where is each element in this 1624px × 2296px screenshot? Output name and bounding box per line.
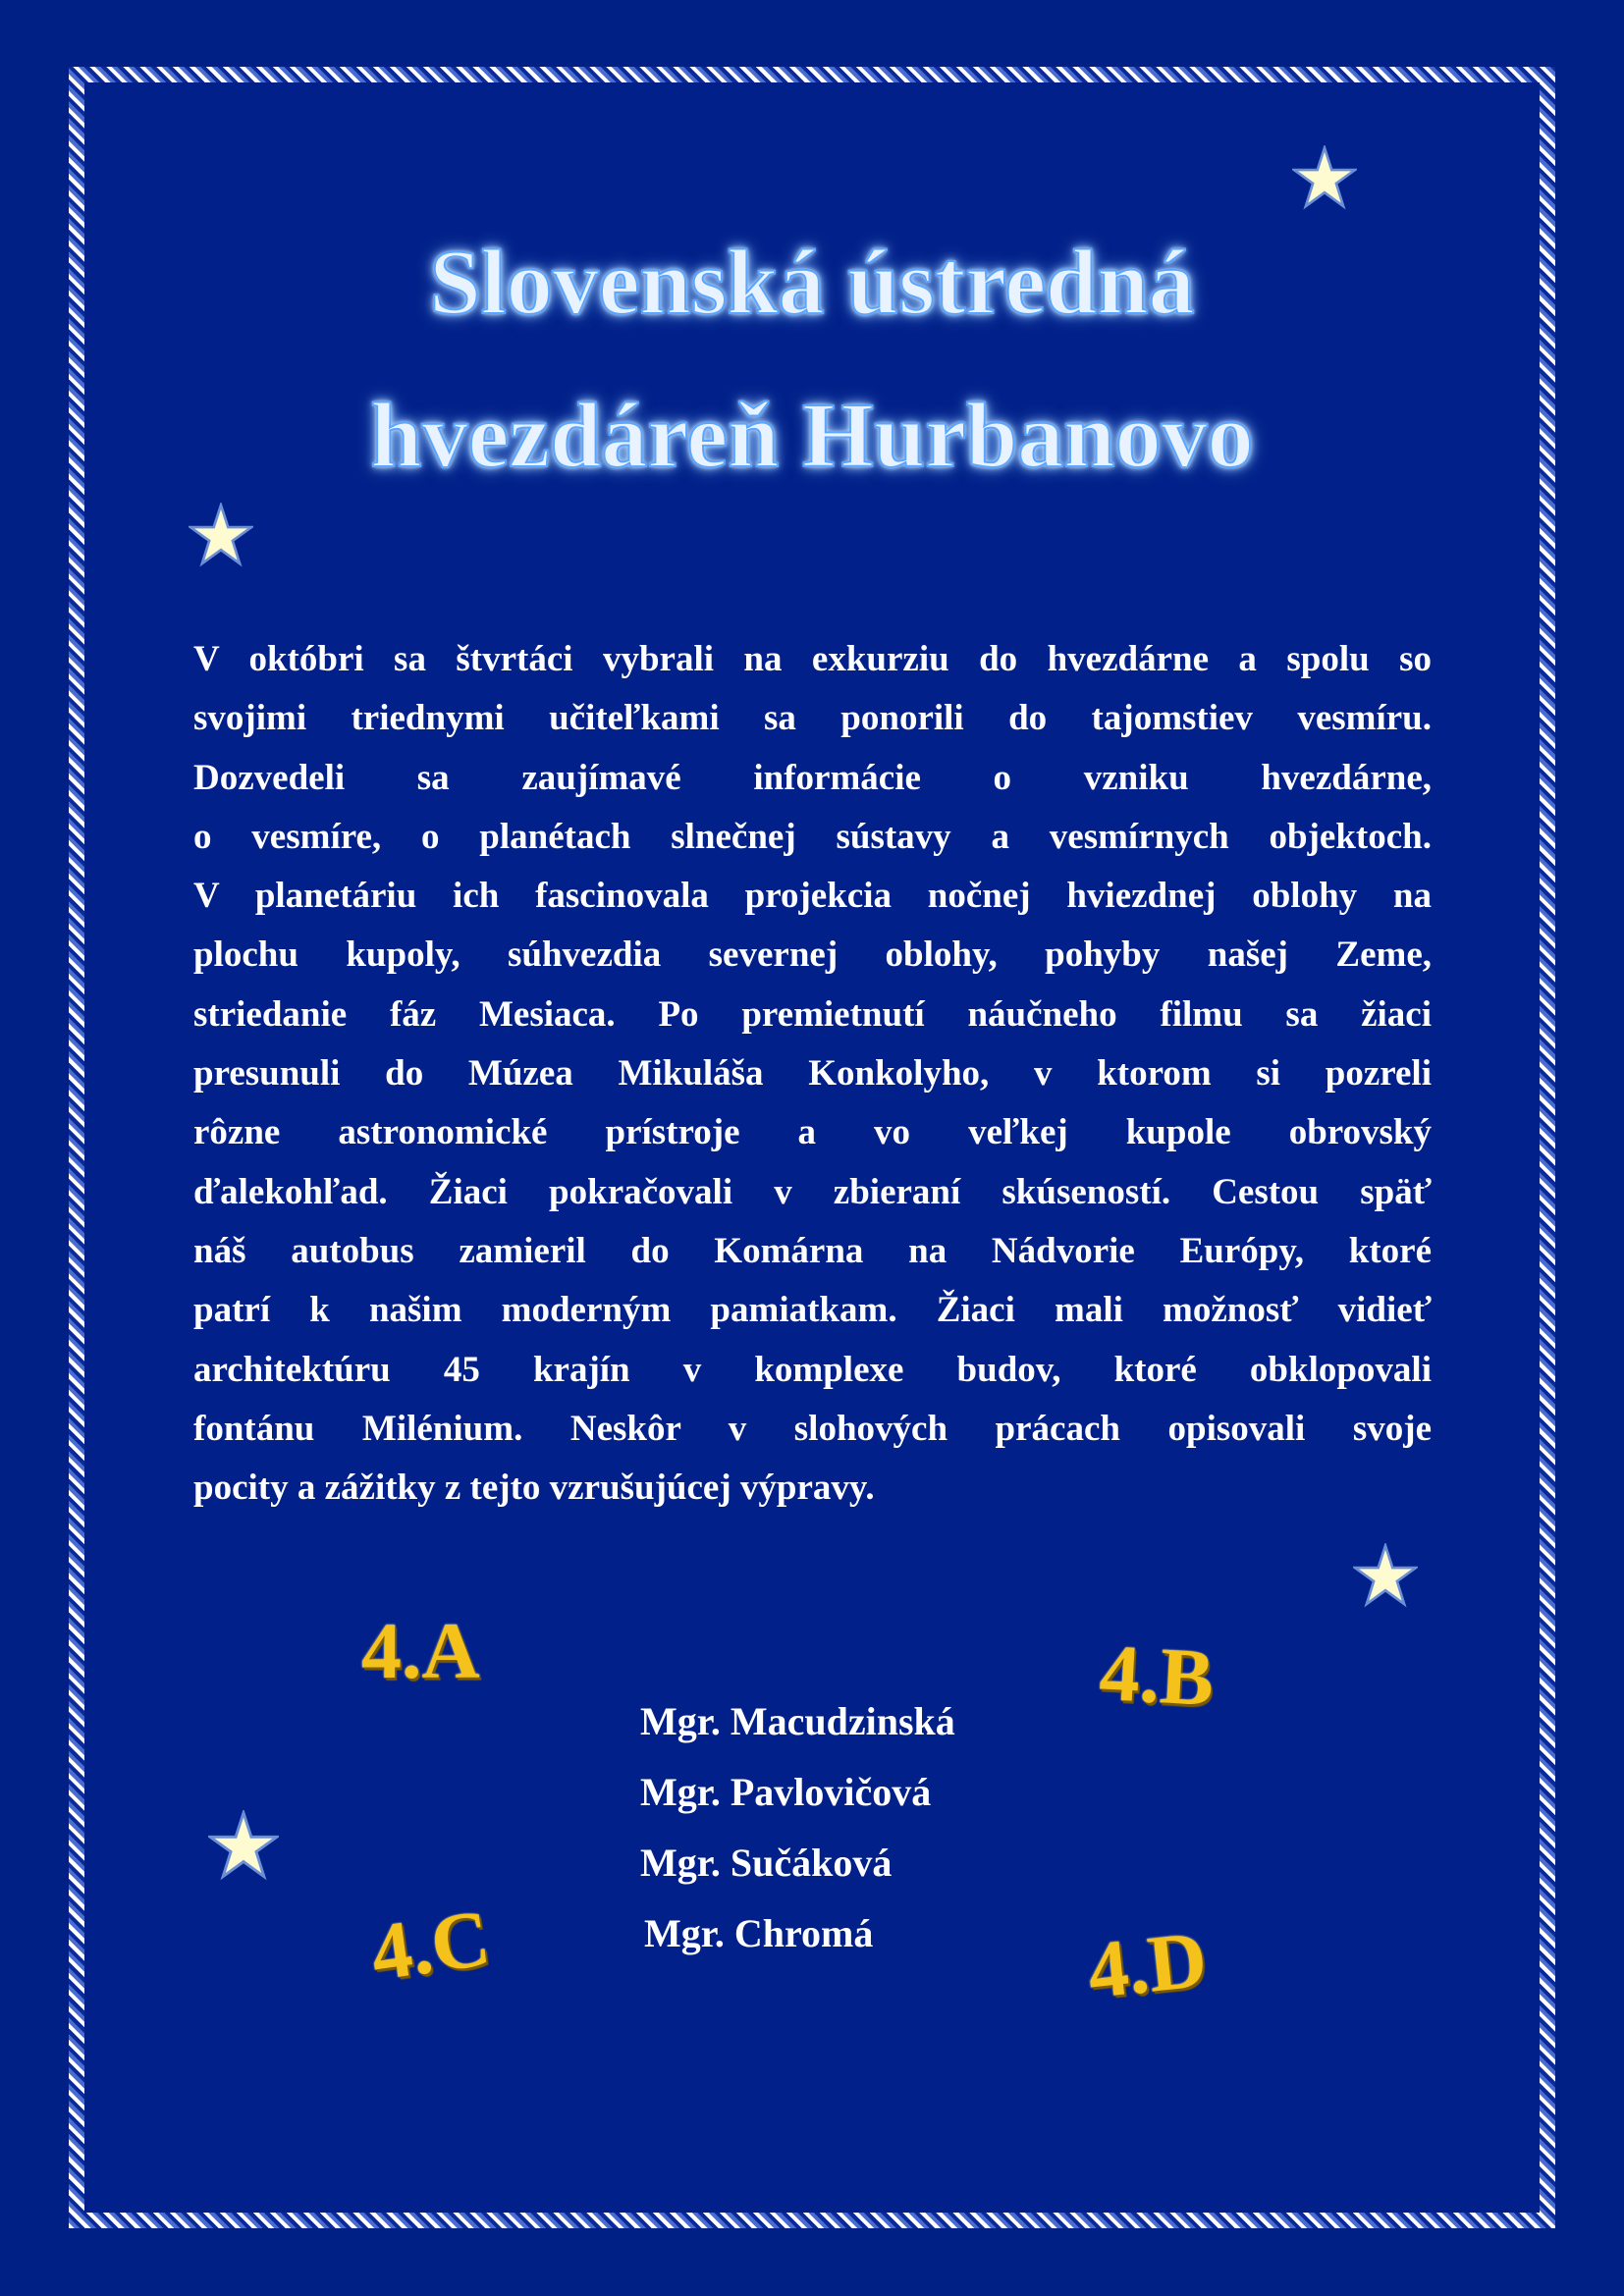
body-line: fontánu Milénium. Neskôr v slohových prácach opisovali svoje [193,1408,1432,1449]
class-label-4a: 4.A [361,1606,480,1695]
body-line: plochu kupoly, súhvezdia severnej oblohy, pohyby našej Zeme, [193,934,1432,976]
body-line: architektúru 45 krajín v komplexe budov, ktoré obklopovali [193,1349,1432,1390]
body-line: náš autobus zamieril do Komárna na Nádvorie Európy, ktoré [193,1230,1432,1271]
body-line: presunuli do Múzea Mikuláša Konkolyho, v ktorom si pozreli [193,1053,1432,1095]
body-line: V planetáriu ich fascinovala projekcia nočnej hviezdnej oblohy na [193,876,1432,917]
star-icon [1292,145,1357,210]
body-line: rôzne astronomické prístroje a vo veľkej kupole obrovský [193,1112,1432,1153]
star-icon [208,1810,279,1881]
title-line-2: hvezdáreň Hurbanovo [370,385,1254,487]
body-line: pocity a zážitky z tejto vzrušujúcej výpravy. [193,1468,875,1509]
teacher-name: Mgr. Macudzinská [640,1699,955,1743]
star-icon [1353,1543,1418,1608]
class-label-4d: 4.D [1083,1913,1212,2016]
teacher-name: Mgr. Sučáková [640,1841,893,1885]
teacher-name: Mgr. Pavlovičová [640,1770,932,1814]
body-line: striedanie fáz Mesiaca. Po premietnutí náučneho filmu sa žiaci [193,993,1432,1035]
body-line: ďalekohľad. Žiaci pokračovali v zbieraní skúseností. Cestou späť [193,1171,1432,1212]
class-label-4c: 4.C [365,1893,496,1998]
body-line: Dozvedeli sa zaujímavé informácie o vzniku hvezdárne, [193,757,1432,798]
body-paragraph [193,630,1432,1518]
class-label-4b: 4.B [1097,1628,1217,1723]
title-line-1: Slovenská ústredná [429,232,1195,334]
body-line: V októbri sa štvrtáci vybrali na exkurziu do hvezdárne a spolu so [193,639,1432,679]
body-line: patrí k našim moderným pamiatkam. Žiaci mali možnosť vidieť [193,1290,1432,1331]
star-icon [189,503,253,567]
body-line: svojimi triednymi učiteľkami sa ponorili do tajomstiev vesmíru. [193,698,1432,739]
body-line: o vesmíre, o planétach slnečnej sústavy a vesmírnych objektoch. [193,816,1432,857]
teacher-name: Mgr. Chromá [644,1911,874,1955]
